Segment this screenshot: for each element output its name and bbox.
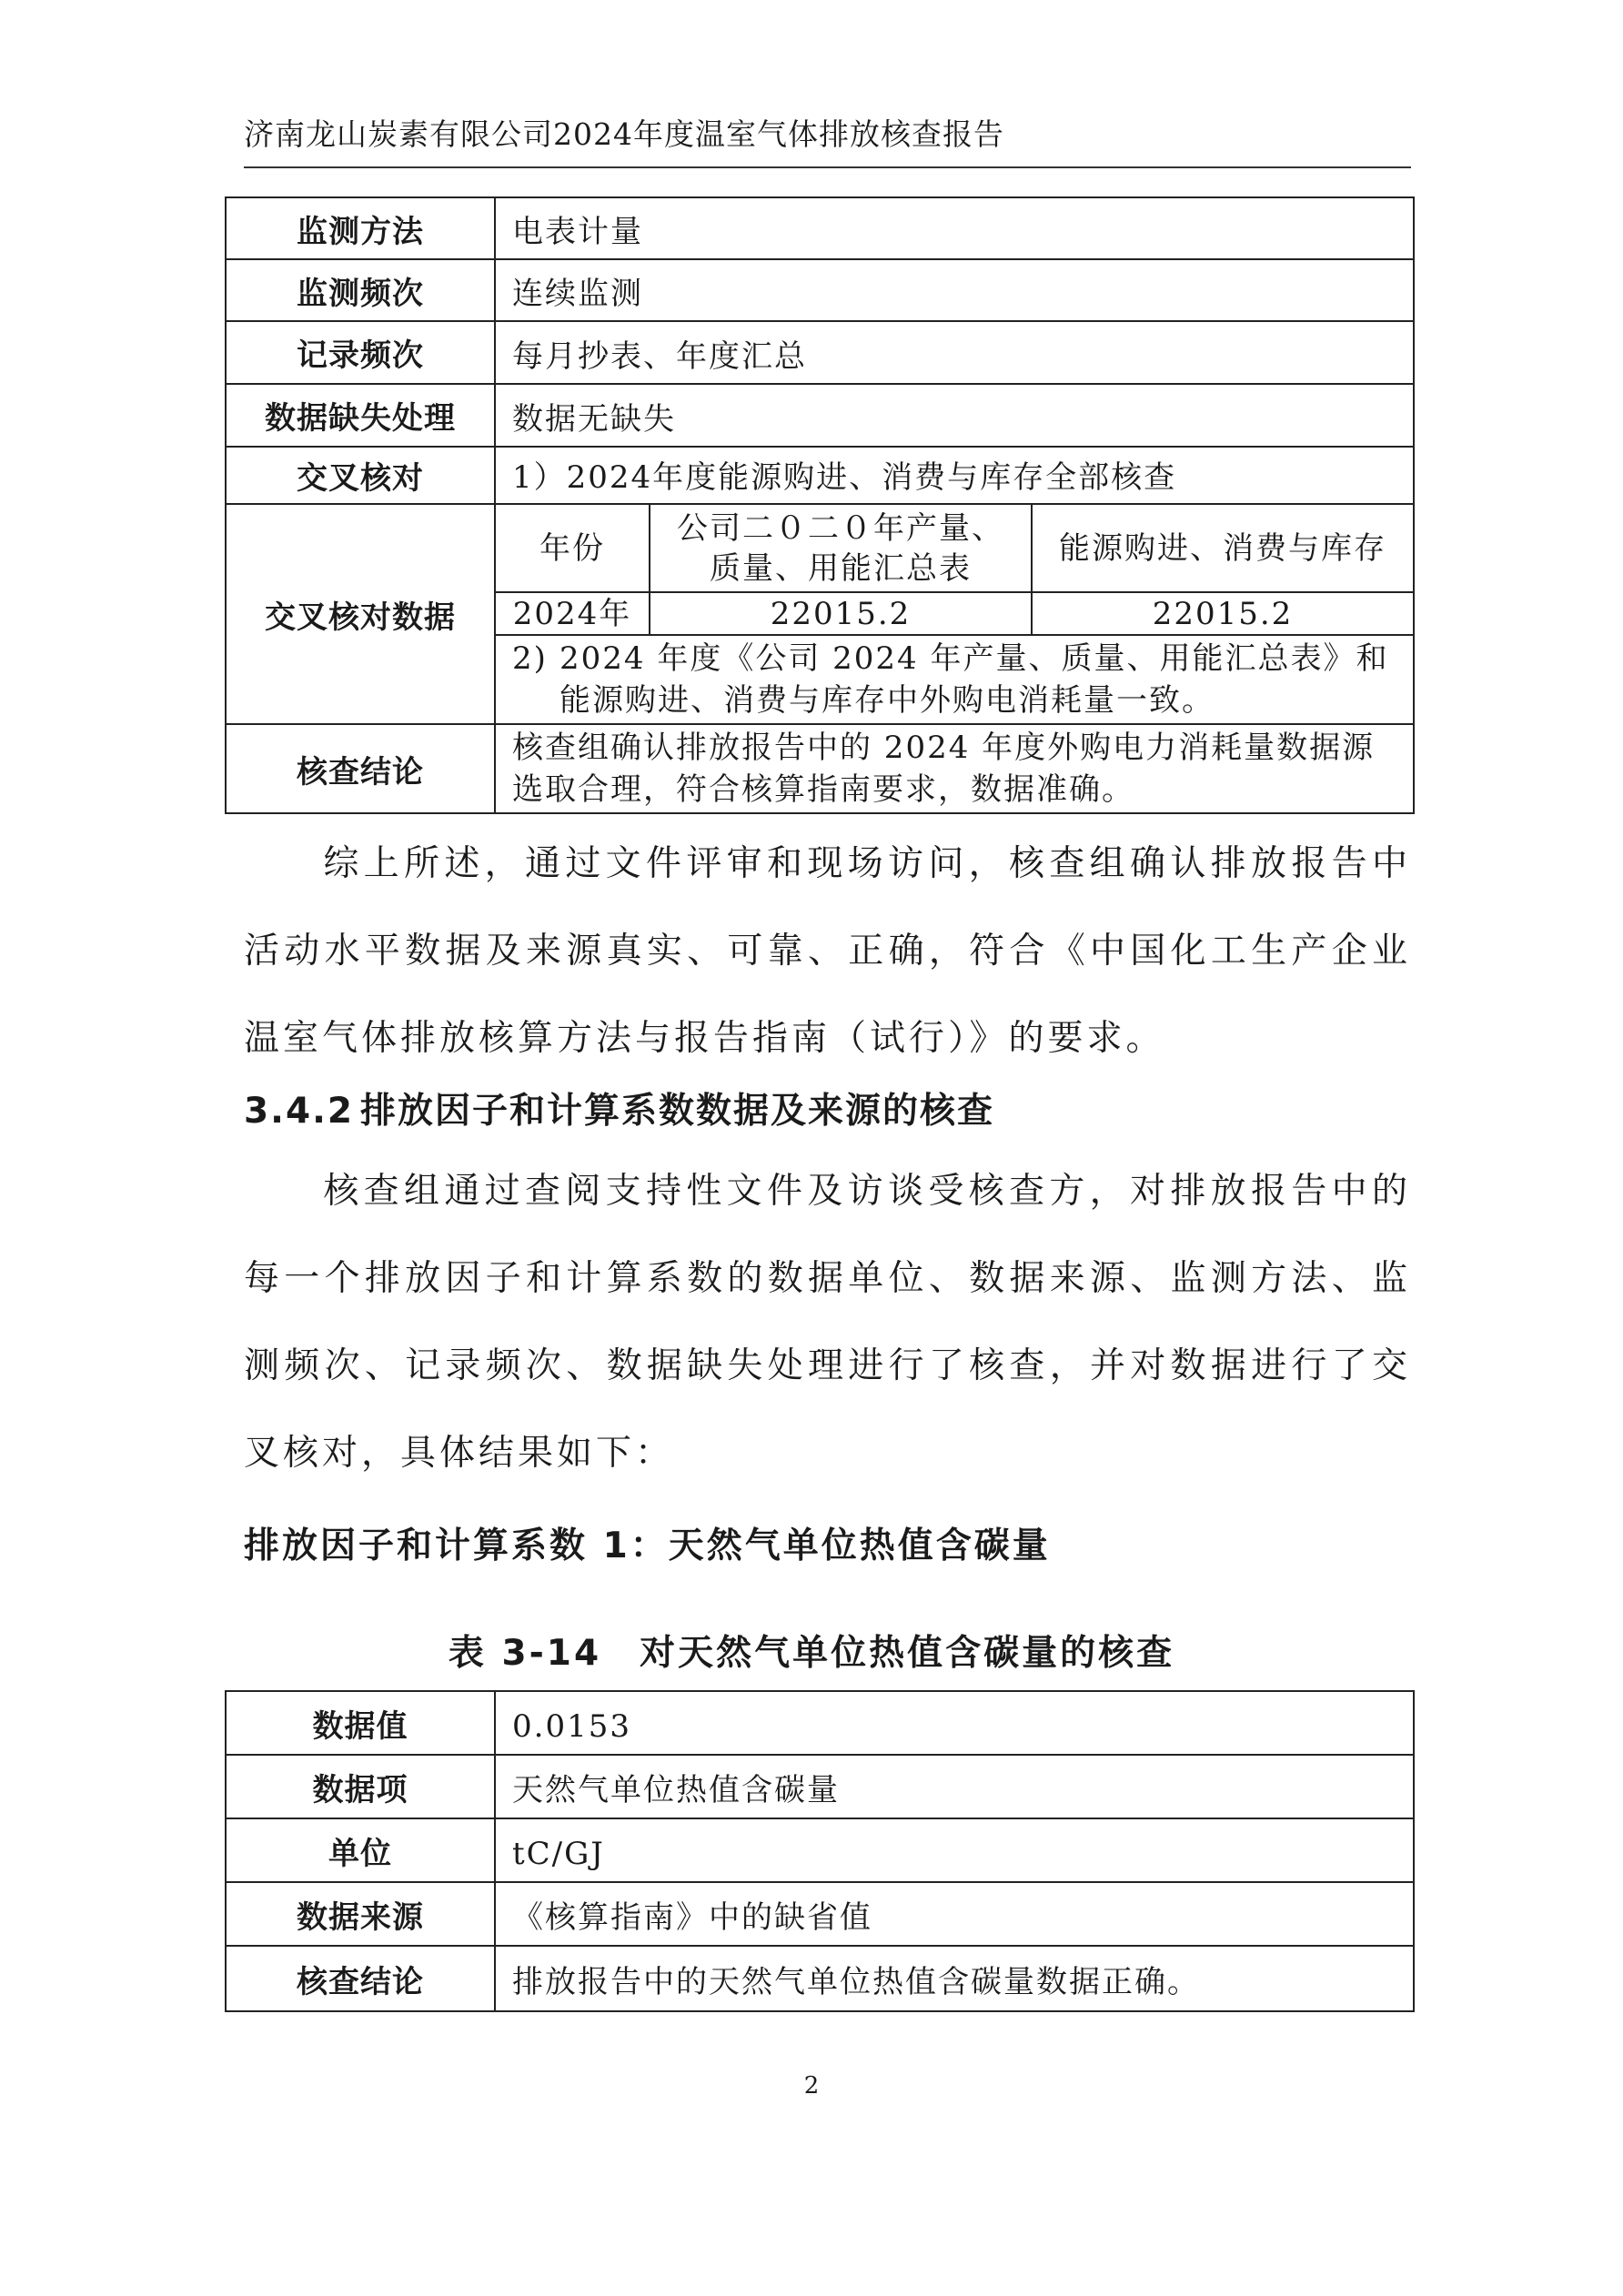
table-row [226, 504, 1414, 592]
row-value: 《核算指南》中的缺省值 [495, 1882, 1414, 1946]
row-label: 数据值 [226, 1691, 495, 1755]
row-label: 数据来源 [226, 1882, 495, 1946]
cross-cell-energy: 22015.2 [1032, 592, 1414, 635]
row-label: 单位 [226, 1818, 495, 1882]
row-value: 天然气单位热值含碳量 [495, 1755, 1414, 1818]
table-row [226, 1691, 1414, 1755]
table-row [226, 321, 1414, 384]
page-header-title: 济南龙山炭素有限公司2024年度温室气体排放核查报告 [244, 116, 1004, 152]
cross-check-label: 交叉核对数据 [226, 504, 495, 724]
row-value: tC/GJ [495, 1818, 1414, 1882]
conclusion-label: 核查结论 [226, 724, 495, 813]
method-paragraph [244, 1148, 1411, 1497]
table-row [226, 259, 1414, 321]
section-heading [244, 1083, 994, 1133]
header-divider [244, 166, 1411, 168]
cross-cell-year: 2024年 [495, 592, 650, 635]
summary-text: 综上所述，通过文件评审和现场访问，核查组确认排放报告中活动水平数据及来源真实、可靠、正确，符合《中国化工生产企业温室气体排放核算方法与报告指南（试行）》的要求。 [244, 843, 1411, 1059]
cross-header-summary: 公司二０二０年产量、质量、用能汇总表 [650, 504, 1032, 592]
row-label: 核查结论 [226, 1946, 495, 2011]
table-row [226, 1882, 1414, 1946]
row-value: 0.0153 [495, 1691, 1414, 1755]
summary-paragraph [244, 821, 1411, 1083]
row-value: 1）2024年度能源购进、消费与库存全部核查 [495, 447, 1414, 504]
table-caption: 表 3-14 对天然气单位热值含碳量的核查 [448, 1633, 1175, 1674]
table-row [226, 447, 1414, 504]
section-number: 3.4.2 [244, 1091, 355, 1132]
cross-header-year: 年份 [495, 504, 650, 592]
row-label: 数据缺失处理 [226, 384, 495, 447]
table-row [226, 1946, 1414, 2011]
method-text: 核查组通过查阅支持性文件及访谈受核查方，对排放报告中的每一个排放因子和计算系数的数据单位、数据来源、监测方法、监测频次、记录频次、数据缺失处理进行了核查，并对数据进行了交叉核对，具体结果如下： [244, 1171, 1411, 1474]
cross-note-text: 2024 年度《公司 2024 年产量、质量、用能汇总表》和能源购进、消费与库存中外购电消耗量一致。 [559, 640, 1389, 719]
row-label: 数据项 [226, 1755, 495, 1818]
cross-cell-summary: 22015.2 [650, 592, 1032, 635]
row-value: 每月抄表、年度汇总 [495, 321, 1414, 384]
cross-header-energy: 能源购进、消费与库存 [1032, 504, 1414, 592]
row-label: 交叉核对 [226, 447, 495, 504]
section-title: 排放因子和计算系数数据及来源的核查 [360, 1091, 995, 1132]
row-label: 监测频次 [226, 259, 495, 321]
row-value: 排放报告中的天然气单位热值含碳量数据正确。 [495, 1946, 1414, 2011]
cross-note-number: 2) [512, 640, 548, 677]
table-row [226, 197, 1414, 259]
conclusion-value: 核查组确认排放报告中的 2024 年度外购电力消耗量数据源选取合理，符合核算指南要求，数据准确。 [495, 724, 1414, 813]
row-value: 连续监测 [495, 259, 1414, 321]
verification-table-electricity [225, 196, 1415, 814]
row-value: 电表计量 [495, 197, 1414, 259]
verification-table-gas [225, 1690, 1415, 2012]
page-number: 2 [803, 2072, 820, 2100]
table-row [226, 1818, 1414, 1882]
factor-heading: 排放因子和计算系数 1：天然气单位热值含碳量 [244, 1526, 1051, 1566]
table-row [226, 1755, 1414, 1818]
table-row [226, 384, 1414, 447]
row-label: 监测方法 [226, 197, 495, 259]
table-row [226, 724, 1414, 813]
cross-note [495, 635, 1414, 724]
row-label: 记录频次 [226, 321, 495, 384]
row-value: 数据无缺失 [495, 384, 1414, 447]
